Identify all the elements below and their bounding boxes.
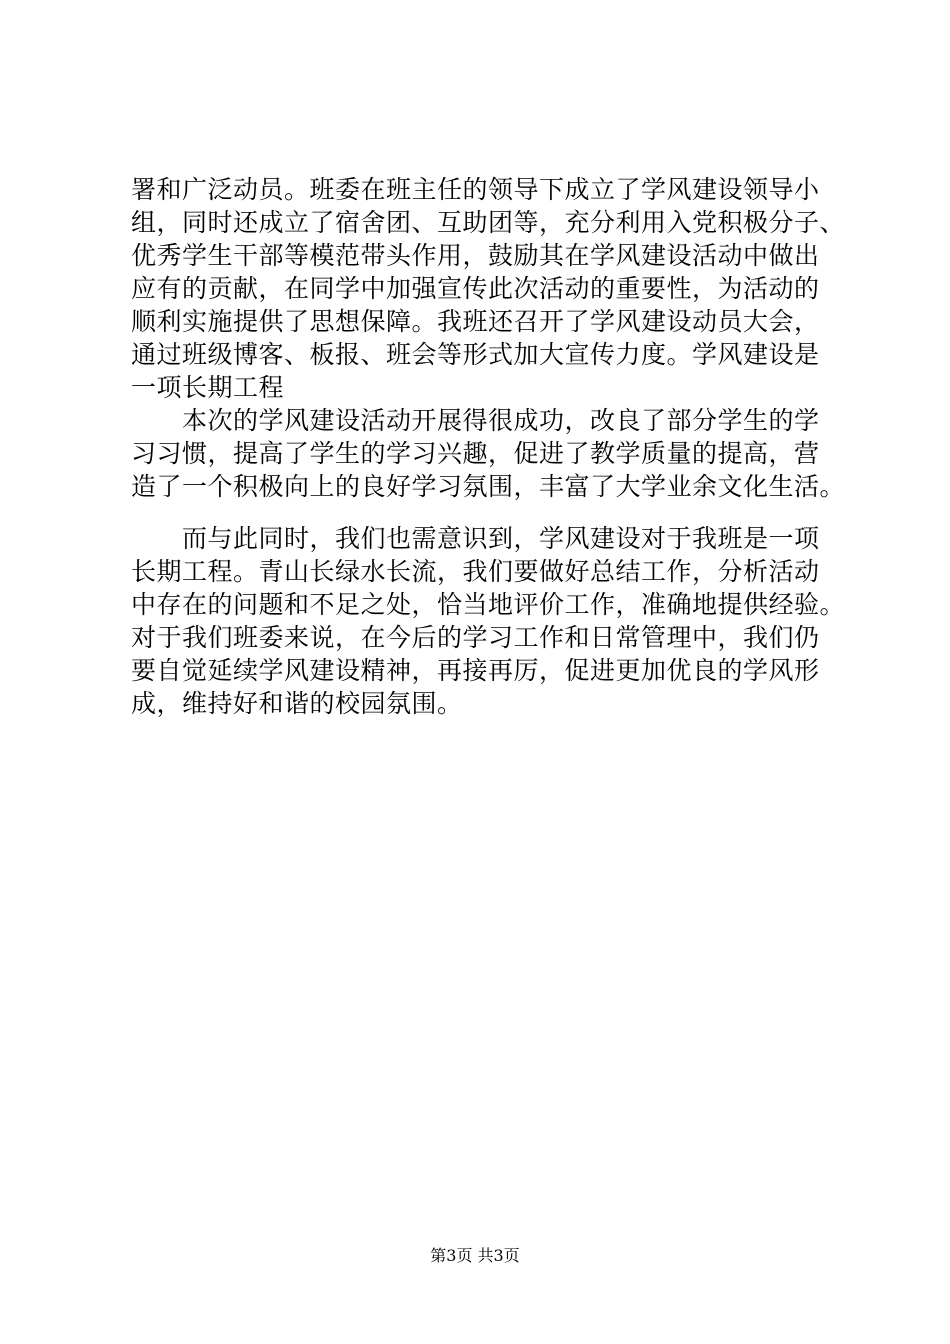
- text-line: 造了一个积极向上的良好学习氛围，丰富了大学业余文化生活。: [131, 472, 846, 501]
- text-line: 成，维持好和谐的校园氛围。: [131, 689, 463, 718]
- text-line: 顺利实施提供了思想保障。我班还召开了学风建设动员大会，: [131, 307, 820, 336]
- text-line: 通过班级博客、板报、班会等形式加大宣传力度。学风建设是: [131, 340, 820, 369]
- text-line: 本次的学风建设活动开展得很成功，改良了部分学生的学: [131, 406, 820, 435]
- text-line: 组，同时还成立了宿舍团、互助团等，充分利用入党积极分子、: [131, 208, 846, 237]
- text-line: 中存在的问题和不足之处，恰当地评价工作，准确地提供经验。: [131, 590, 846, 619]
- text-line: 应有的贡献，在同学中加强宣传此次活动的重要性，为活动的: [131, 274, 820, 303]
- text-line: 优秀学生干部等模范带头作用，鼓励其在学风建设活动中做出: [131, 241, 820, 270]
- text-line: 一项长期工程: [131, 373, 285, 402]
- text-line: 习习惯，提高了学生的学习兴趣，促进了教学质量的提高，营: [131, 439, 820, 468]
- text-line: 要自觉延续学风建设精神，再接再厉，促进更加优良的学风形: [131, 656, 820, 685]
- text-line: 署和广泛动员。班委在班主任的领导下成立了学风建设领导小: [131, 175, 820, 204]
- text-line: 长期工程。青山长绿水长流，我们要做好总结工作，分析活动: [131, 557, 820, 586]
- page-footer: 第3页 共3页: [430, 1246, 520, 1265]
- text-line: 而与此同时，我们也需意识到，学风建设对于我班是一项: [131, 524, 820, 553]
- text-line: 对于我们班委来说，在今后的学习工作和日常管理中，我们仍: [131, 623, 820, 652]
